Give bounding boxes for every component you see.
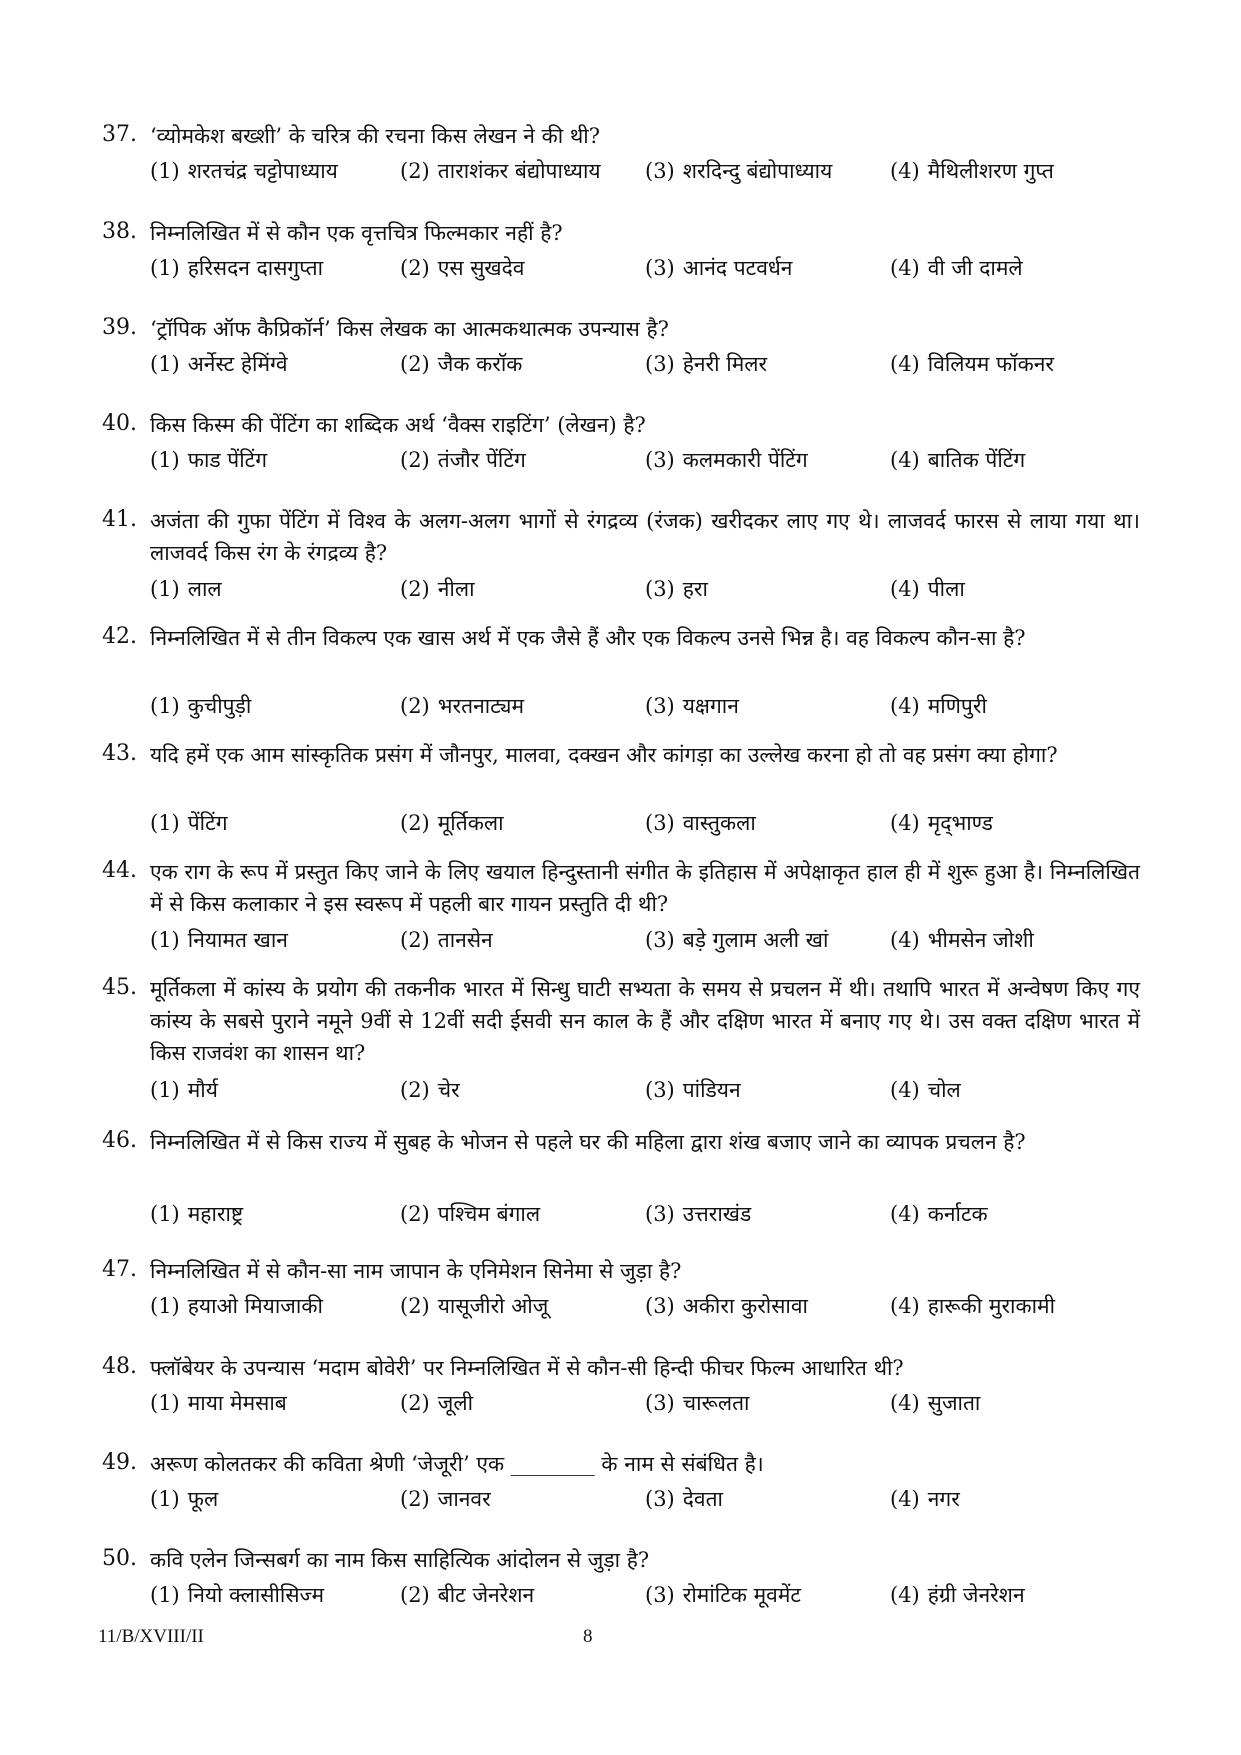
- option-4: (4) मणिपुरी: [890, 694, 987, 718]
- option-2: (2) जैक करॉक: [400, 352, 523, 376]
- question-47: [0, 1255, 1241, 1324]
- option-3: (3) वास्तुकला: [645, 811, 756, 835]
- option-1: (1) अर्नेस्ट हेमिंग्वे: [150, 352, 288, 376]
- question-number: 42.: [102, 624, 137, 649]
- option-2: (2) ताराशंकर बंद्योपाध्याय: [400, 159, 601, 183]
- question-number: 44.: [102, 858, 137, 883]
- option-1: (1) शरतचंद्र चट्टोपाध्याय: [150, 159, 338, 183]
- question-text: निम्नलिखित में से किस राज्य में सुबह के भोजन से पहले घर की महिला द्वारा शंख बजाए जाने का व्यापक प्रचलन है?: [150, 1130, 1026, 1154]
- question-45: [0, 973, 1241, 1108]
- question-44: [0, 856, 1241, 958]
- option-3: (3) चारूलता: [645, 1391, 750, 1415]
- question-text: अजंता की गुफा पेंटिंग में विश्व के अलग-अलग भागों से रंगद्रव्य (रंजक) खरीदकर लाए गए थे। लाजवर्द फारस से लाया गया था। लाजवर्द किस रंग के रंगद्रव्य है?: [150, 509, 1140, 565]
- option-2: (2) जूली: [400, 1391, 474, 1415]
- option-1: (1) फूल: [150, 1487, 219, 1511]
- option-3: (3) बड़े गुलाम अली खां: [645, 928, 829, 952]
- question-text: किस किस्म की पेंटिंग का शब्दिक अर्थ ‘वैक्स राइटिंग’ (लेखन) है?: [150, 413, 646, 437]
- question-49: [0, 1448, 1241, 1517]
- question-text: ‘व्योमकेश बख्शी’ के चरित्र की रचना किस लेखन ने की थी?: [150, 124, 600, 148]
- option-3: (3) शरदिन्दु बंद्योपाध्याय: [645, 159, 833, 183]
- option-3: (3) उत्तराखंड: [645, 1202, 752, 1226]
- option-2: (2) मूर्तिकला: [400, 811, 504, 835]
- option-1: (1) माया मेमसाब: [150, 1391, 287, 1415]
- option-1: (1) नियो क्लासीसिज्म: [150, 1583, 325, 1607]
- question-number: 43.: [102, 741, 137, 766]
- option-2: (2) भरतनाट्यम: [400, 694, 525, 718]
- question-text: एक राग के रूप में प्रस्तुत किए जाने के लिए खयाल हिन्दुस्तानी संगीत के इतिहास में अपेक्षाकृत हाल ही में शुरू हुआ है। निम्नलिखित में से किस कलाकार ने इस स्वरूप में पहली बार गायन प्रस्तुति दी थी?: [150, 860, 1140, 916]
- option-4: (4) बातिक पेंटिंग: [890, 448, 1026, 472]
- option-3: (3) अकीरा कुरोसावा: [645, 1294, 808, 1318]
- option-4: (4) चोल: [890, 1078, 961, 1102]
- option-1: (1) मौर्य: [150, 1078, 218, 1102]
- option-2: (2) नीला: [400, 577, 475, 601]
- option-3: (3) हरा: [645, 577, 708, 601]
- option-3: (3) हेनरी मिलर: [645, 352, 768, 376]
- question-text: अरूण कोलतकर की कविता श्रेणी ‘जेजूरी’ एक ________ के नाम से संबंधित है।: [150, 1452, 764, 1476]
- question-text: यदि हमें एक आम सांस्कृतिक प्रसंग में जौनपुर, मालवा, दक्खन और कांगड़ा का उल्लेख करना हो तो वह प्रसंग क्या होगा?: [150, 743, 1058, 767]
- option-3: (3) यक्षगान: [645, 694, 739, 718]
- option-1: (1) महाराष्ट्र: [150, 1202, 244, 1226]
- question-number: 39.: [102, 315, 137, 340]
- question-38: [0, 217, 1241, 286]
- question-48: [0, 1352, 1241, 1421]
- question-number: 40.: [102, 411, 137, 436]
- option-1: (1) हरिसदन दासगुप्ता: [150, 256, 324, 280]
- option-3: (3) आनंद पटवर्धन: [645, 256, 793, 280]
- option-4: (4) मैथिलीशरण गुप्त: [890, 159, 1054, 183]
- option-4: (4) भीमसेन जोशी: [890, 928, 1034, 952]
- question-text: मूर्तिकला में कांस्य के प्रयोग की तकनीक भारत में सिन्धु घाटी सभ्यता के समय से प्रचलन में थी। तथापि भारत में अन्वेषण किए गए कांस्य के सबसे पुराने नमूने 9वीं से 12वीं सदी ईसवी सन काल के हैं और दक्षिण भारत में बनाए गए थे। उस वक्त दक्षिण भारत में किस राजवंश का शासन था?: [150, 977, 1140, 1065]
- option-3: (3) देवता: [645, 1487, 723, 1511]
- option-1: (1) पेंटिंग: [150, 811, 228, 835]
- option-4: (4) वी जी दामले: [890, 256, 1023, 280]
- option-2: (2) एस सुखदेव: [400, 256, 525, 280]
- option-2: (2) तानसेन: [400, 928, 493, 952]
- option-3: (3) रोमांटिक मूवमेंट: [645, 1583, 801, 1607]
- option-4: (4) हंग्री जेनरेशन: [890, 1583, 1025, 1607]
- option-2: (2) पश्चिम बंगाल: [400, 1202, 541, 1226]
- option-2: (2) जानवर: [400, 1487, 491, 1511]
- option-1: (1) नियामत खान: [150, 928, 288, 952]
- question-43: [0, 739, 1241, 841]
- option-4: (4) कर्नाटक: [890, 1202, 988, 1226]
- question-text: कवि एलेन जिन्सबर्ग का नाम किस साहित्यिक आंदोलन से जुड़ा है?: [150, 1548, 650, 1572]
- question-number: 47.: [102, 1257, 137, 1282]
- option-3: (3) पांडियन: [645, 1078, 741, 1102]
- question-number: 49.: [102, 1450, 137, 1475]
- option-4: (4) विलियम फॉकनर: [890, 352, 1054, 376]
- option-1: (1) फाड पेंटिंग: [150, 448, 268, 472]
- option-1: (1) हयाओ मियाजाकी: [150, 1294, 323, 1318]
- option-2: (2) बीट जेनरेशन: [400, 1583, 535, 1607]
- question-number: 38.: [102, 219, 137, 244]
- option-4: (4) सुजाता: [890, 1391, 981, 1415]
- question-number: 45.: [102, 975, 137, 1000]
- option-4: (4) पीला: [890, 577, 965, 601]
- option-3: (3) कलमकारी पेंटिंग: [645, 448, 808, 472]
- option-1: (1) लाल: [150, 577, 222, 601]
- paper-code: 11/B/XVIII/II: [98, 1626, 204, 1647]
- question-number: 41.: [102, 507, 137, 532]
- question-39: [0, 313, 1241, 382]
- option-4: (4) नगर: [890, 1487, 960, 1511]
- question-50: [0, 1544, 1241, 1613]
- option-4: (4) हारूकी मुराकामी: [890, 1294, 1056, 1318]
- question-text: निम्नलिखित में से कौन एक वृत्तचित्र फिल्मकार नहीं है?: [150, 221, 563, 245]
- question-number: 48.: [102, 1354, 137, 1379]
- option-1: (1) कुचीपुड़ी: [150, 694, 252, 718]
- question-41: [0, 505, 1241, 607]
- question-37: [0, 120, 1241, 189]
- question-number: 46.: [102, 1128, 137, 1153]
- question-42: [0, 622, 1241, 724]
- option-2: (2) चेर: [400, 1078, 460, 1102]
- question-number: 50.: [102, 1546, 137, 1571]
- question-text: ‘ट्रॉपिक ऑफ कैप्रिकॉर्न’ किस लेखक का आत्मकथात्मक उपन्यास है?: [150, 317, 669, 341]
- option-4: (4) मृद्‌भाण्ड: [890, 811, 993, 835]
- question-40: [0, 409, 1241, 478]
- question-46: [0, 1126, 1241, 1232]
- page-number: 8: [583, 1626, 593, 1647]
- option-2: (2) तंजौर पेंटिंग: [400, 448, 526, 472]
- question-number: 37.: [102, 122, 137, 147]
- question-text: निम्नलिखित में से तीन विकल्प एक खास अर्थ में एक जैसे हैं और एक विकल्प उनसे भिन्न है। वह विकल्प कौन-सा है?: [150, 626, 1026, 650]
- option-2: (2) यासूजीरो ओजू: [400, 1294, 549, 1318]
- question-text: निम्नलिखित में से कौन-सा नाम जापान के एनिमेशन सिनेमा से जुड़ा है?: [150, 1259, 682, 1283]
- question-text: फ्लॉबेयर के उपन्यास ‘मदाम बोवेरी’ पर निम्नलिखित में से कौन-सी हिन्दी फीचर फिल्म आधारित थी?: [150, 1356, 904, 1380]
